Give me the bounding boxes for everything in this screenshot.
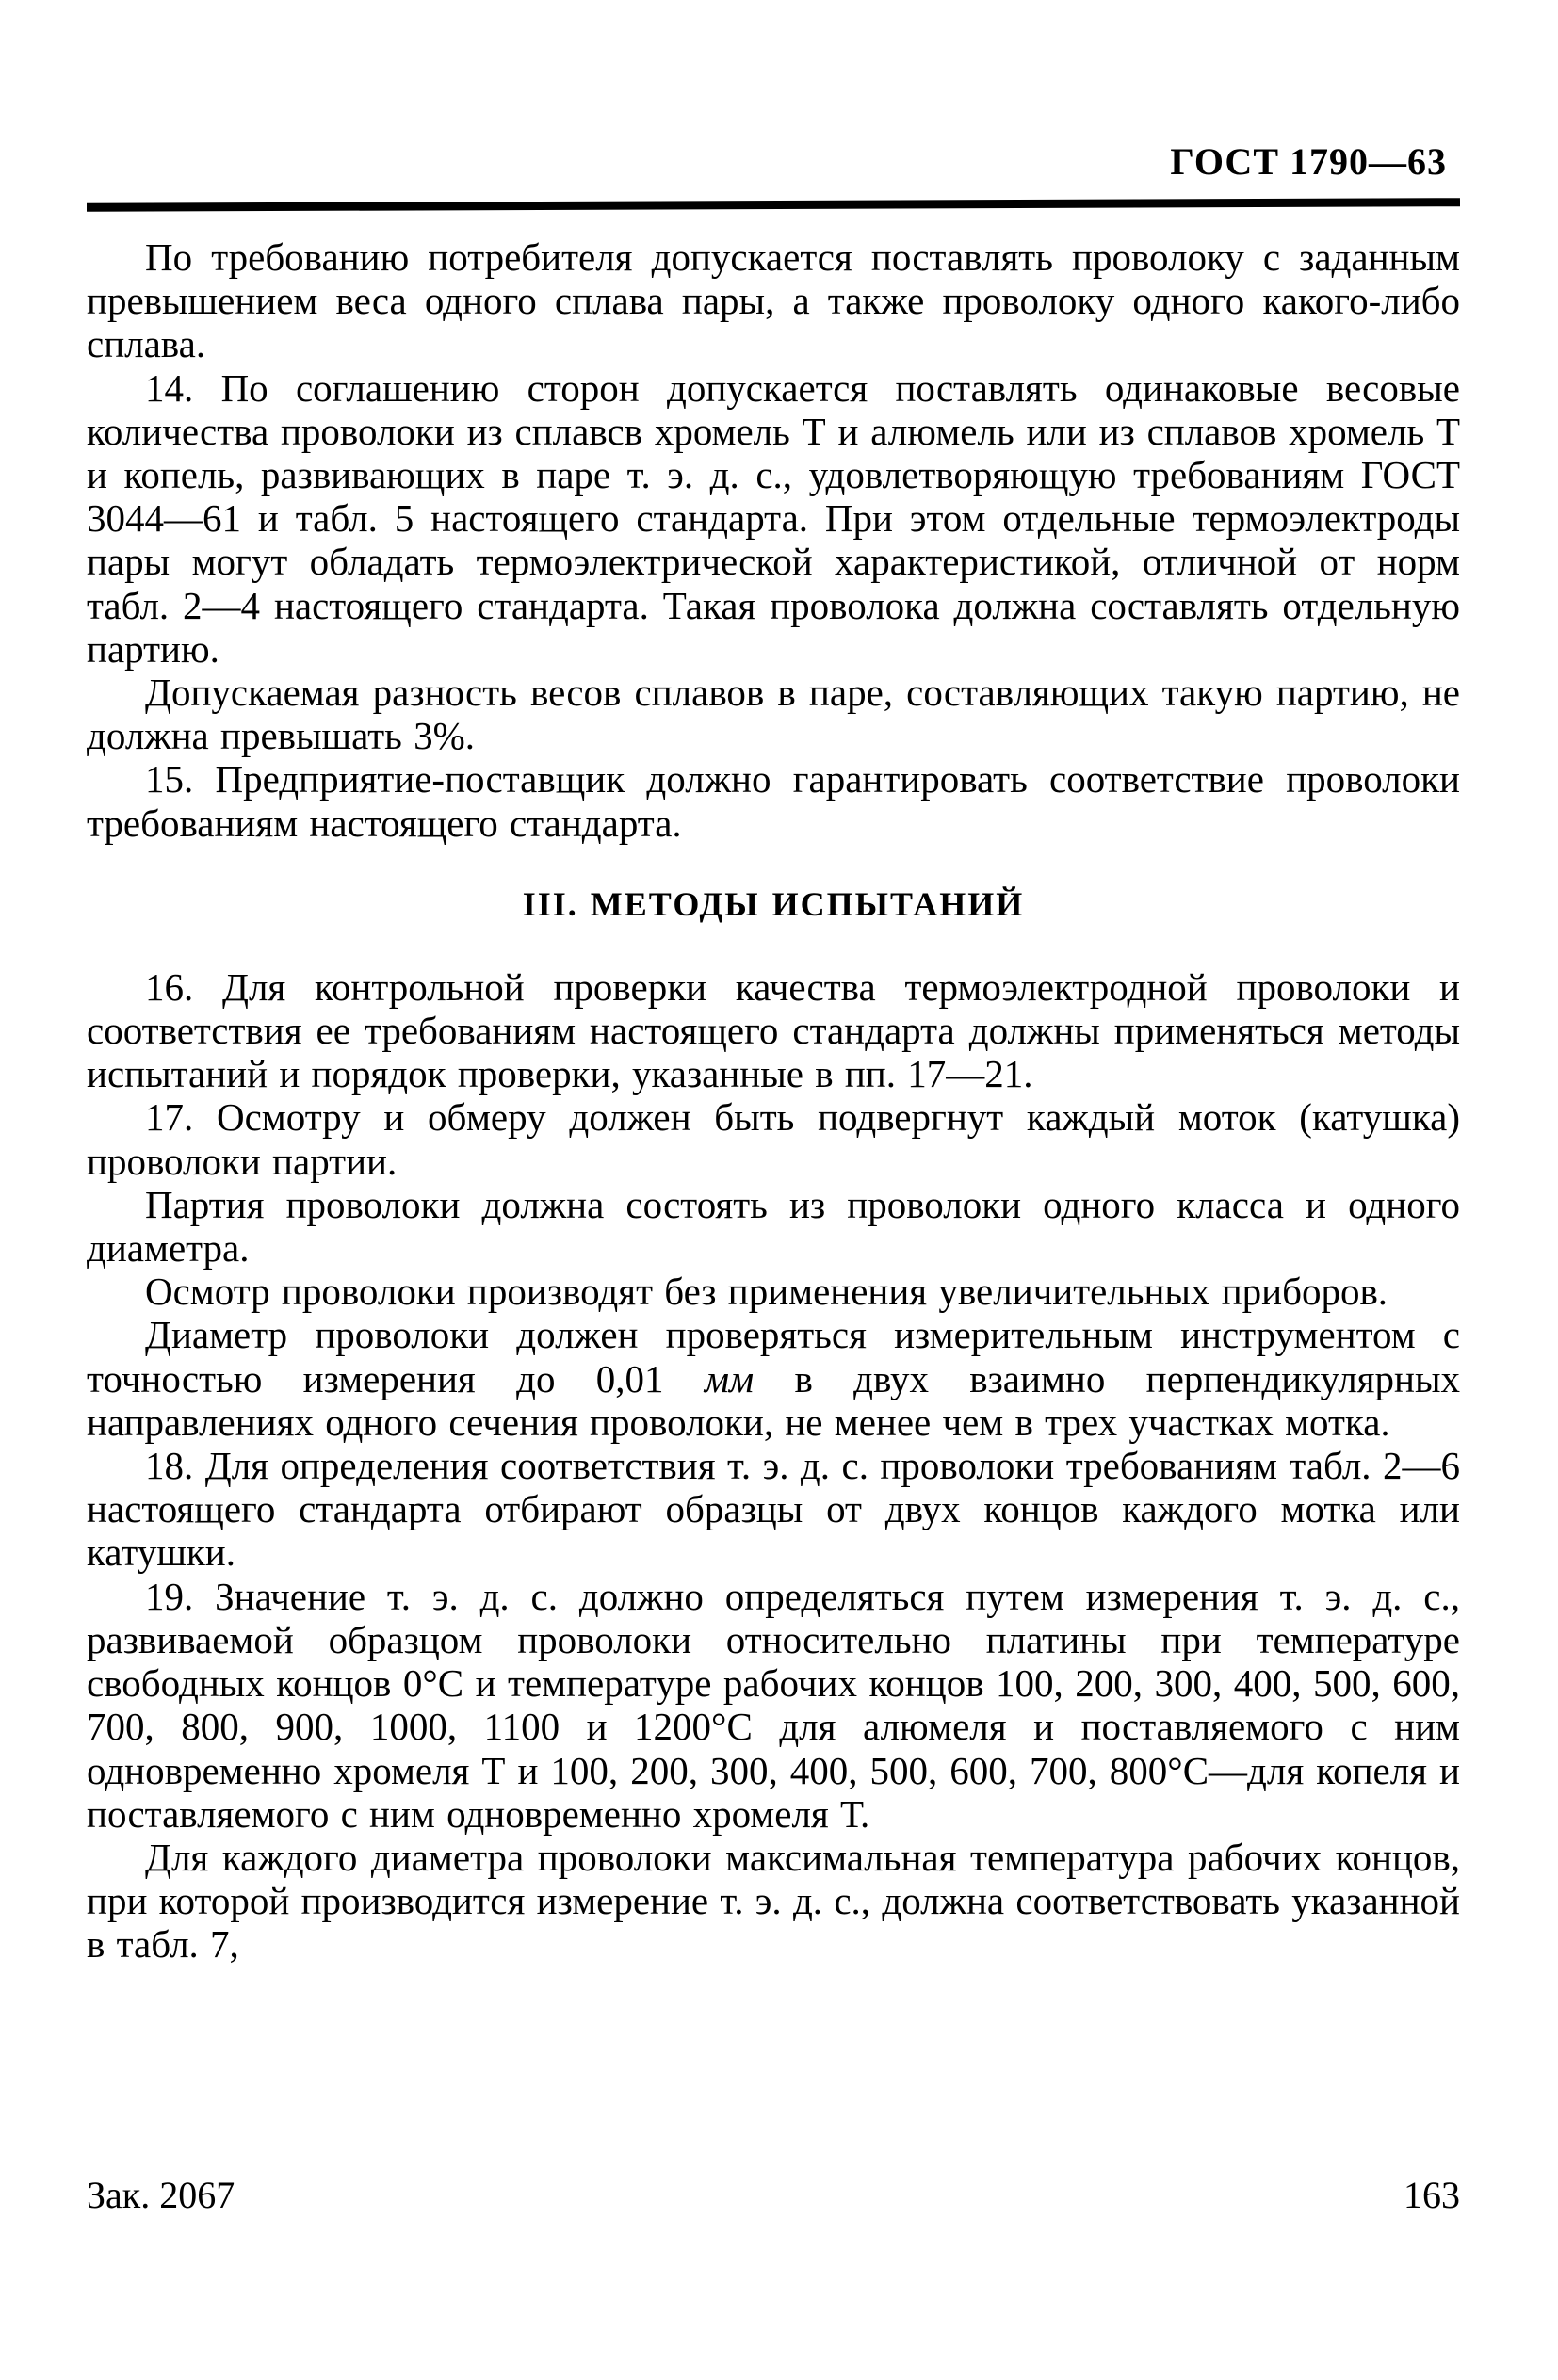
paragraph-diameter: [87, 1313, 1460, 1444]
print-order-note: Зак. 2067: [87, 2174, 235, 2216]
paragraph-diameter-before: Диаметр проволоки должен проверяться измерительным инструментом с точностью измерения до 0,01: [87, 1313, 1460, 1400]
paragraph-intro: По требованию потребителя допускается поставлять проволоку с заданным превышением веса одного сплава пары, а также проволоку одного какого-либо сплава.: [87, 235, 1460, 366]
paragraph-17: 17. Осмотру и обмеру должен быть подвергнут каждый моток (катушка) проволоки партии.: [87, 1095, 1460, 1183]
section-heading-test-methods: III. МЕТОДЫ ИСПЫТАНИЙ: [522, 884, 1025, 923]
paragraph-batch: Партия проволоки должна состоять из проволоки одного класса и одного диаметра.: [87, 1182, 1460, 1271]
page-number: 163: [1404, 2174, 1460, 2216]
header-divider: [87, 198, 1460, 212]
standard-number: ГОСТ 1790—63: [1170, 140, 1447, 183]
document-header: [87, 139, 1460, 184]
paragraph-16: 16. Для контрольной проверки качества термоэлектродной проволоки и соответствия ее требованиям настоящего стандарта должны применяться методы испытаний и порядок проверки, указанные в пп. 17—21.: [87, 964, 1460, 1096]
paragraph-15: 15. Предприятие-поставщик должно гарантировать соответствие проволоки требованиям настоящего стандарта.: [87, 757, 1460, 845]
page-content: [87, 0, 1460, 1967]
paragraph-18: 18. Для определения соответствия т. э. д. с. проволоки требованиям табл. 2—6 настоящего стандарта отбирают образцы от двух концов каждого мотка или катушки.: [87, 1444, 1460, 1575]
paragraph-14: 14. По соглашению сторон допускается поставлять одинаковые весовые количества проволоки из сплавсв хромель Т и алюмель или из сплавов хромель Т и копель, развивающих в паре т. э. д. с., удовлетворяющую требованиям ГОСТ 3044—61 и табл. 5 настоящего стандарта. При этом отдельные термоэлектроды пары могут обладать термоэлектрической характеристикой, отличной от норм табл. 2—4 настоящего стандарта. Такая проволока должна составлять отдельную партию.: [87, 365, 1460, 671]
paragraph-19: 19. Значение т. э. д. с. должно определяться путем измерения т. э. д. с., развиваемой образцом проволоки относительно платины при температуре свободных концов 0°С и температуре рабочих концов 100, 200, 300, 400, 500, 600, 700, 800, 900, 1000, 1100 и 1200°С для алюмеля и поставляемого с ним одновременно хромеля Т и 100, 200, 300, 400, 500, 600, 700, 800°С—для копеля и поставляемого с ним одновременно хромеля Т.: [87, 1574, 1460, 1836]
document-body: [87, 235, 1460, 1967]
paragraph-weight-tolerance: Допускаемая разность весов сплавов в паре, составляющих такую партию, не должна превышать 3%.: [87, 671, 1460, 758]
page-footer: [87, 2174, 1460, 2217]
paragraph-diameter-after: в двух взаимно перпендикулярных направлениях одного сечения проволоки, не менее чем в трех участках мотка.: [87, 1356, 1460, 1444]
paragraph-inspection: Осмотр проволоки производят без применения увеличительных приборов.: [145, 1270, 1388, 1314]
paragraph-final: Для каждого диаметра проволоки максимальная температура рабочих концов, при которой производится измерение т. э. д. с., должна соответствовать указанной в табл. 7,: [87, 1835, 1460, 1967]
unit-mm: мм: [704, 1356, 755, 1400]
